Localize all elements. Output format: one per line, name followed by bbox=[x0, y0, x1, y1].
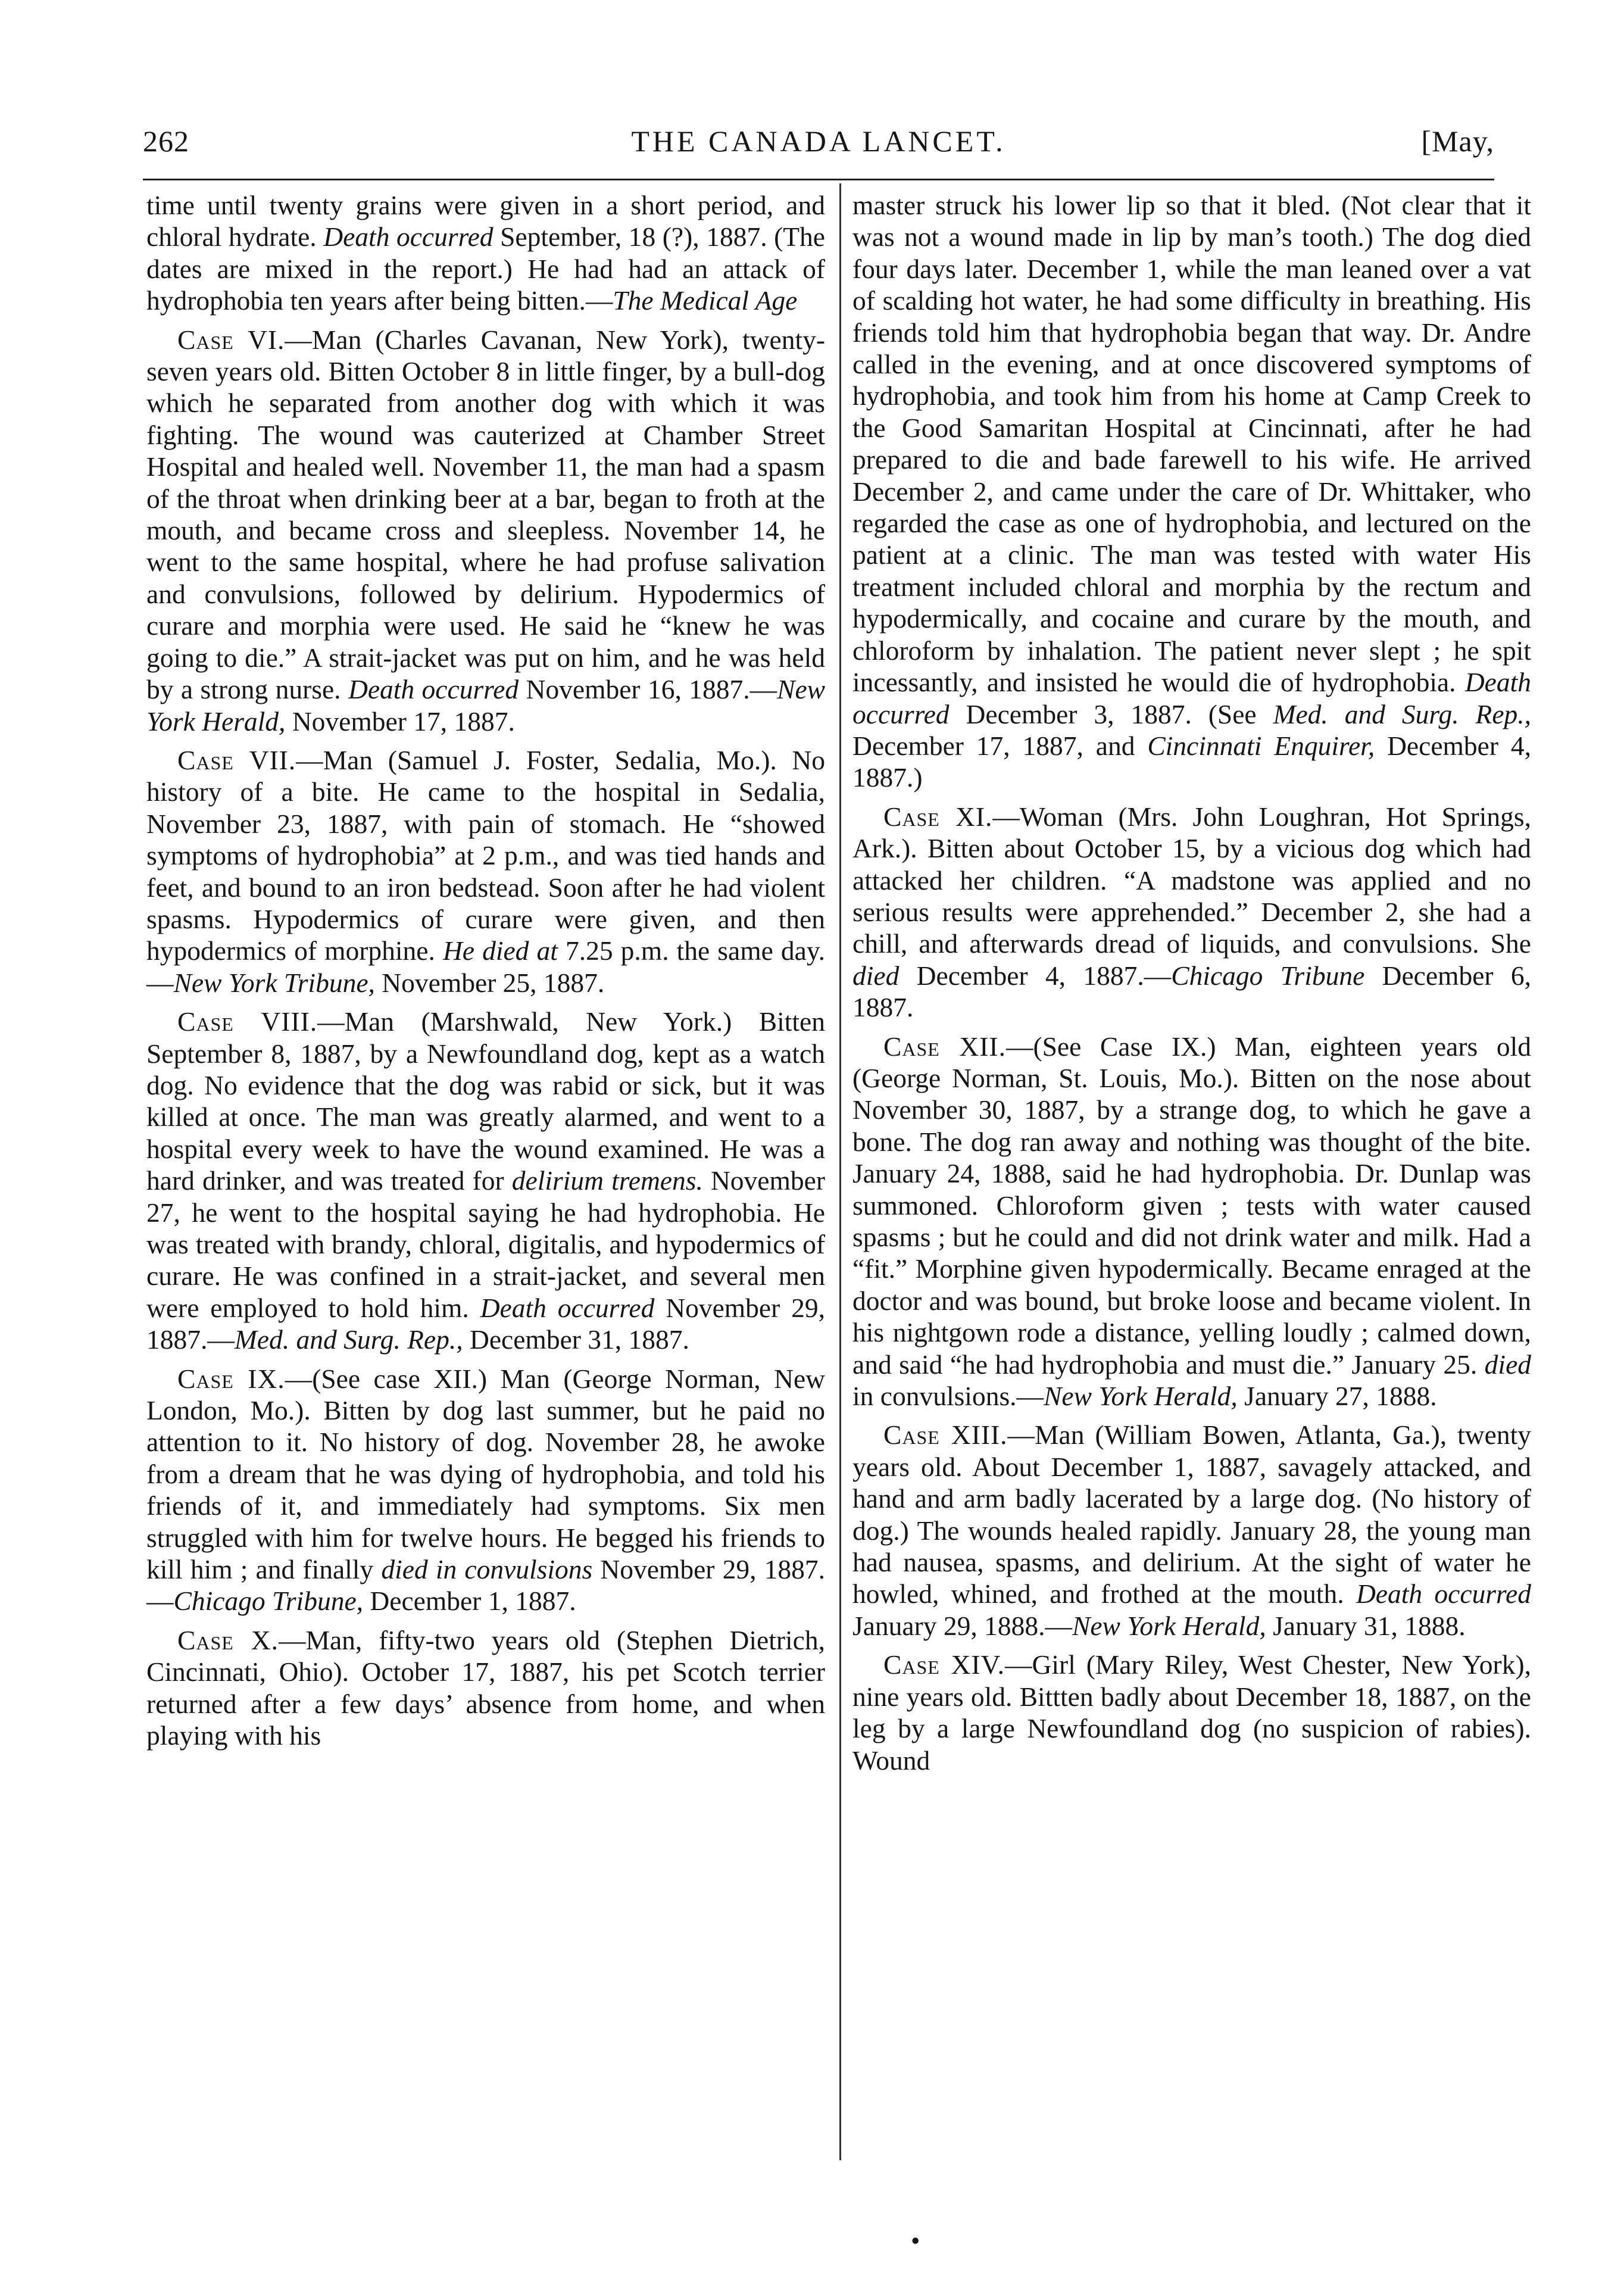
case-x-continued: master struck his lower lip so that it bled. (Not clear that it was not a wound made in lip by man’s tooth.) The dog died four days later. December 1, while the man leaned over a vat of scalding hot water, he had some difficulty in breathing. His friends told him that hydrophobia began that way. Dr. Andre called in the evening, and at once discovered symptoms of hydrophobia, and took him from his home at Camp Creek to the Good Samaritan Hospital at Cincinnati, after he had prepared to die and bade farewell to his wife. He arrived December 2, and came under the care of Dr. Whittaker, who regarded the case as one of hydrophobia, and lectured on the patient at a clinic. The man was tested with water His treatment included chloral and morphia by the rectum and hypodermically, and cocaine and curare by the mouth, and chloroform by inhalation. The patient never slept ; he spit incessantly, and insisted he would die of hydrophobia. Death occurred December 3, 1887. (See Med. and Surg. Rep., December 17, 1887, and Cincinnati Enquirer, December 4, 1887.) bbox=[852, 190, 1532, 793]
case-ix: Case IX.—(See case XII.) Man (George Norman, New London, Mo.). Bitten by dog last summer, but he paid no attention to it. No history of dog. November 28, he awoke from a dream that he was dying of hydrophobia, and told his friends of it, and immediately had symptoms. Six men struggled with him for twelve hours. He begged his friends to kill him ; and finally died in convulsions November 29, 1887.—Chicago Tribune, December 1, 1887. bbox=[146, 1363, 825, 1617]
case-label: Case VIII. bbox=[177, 1006, 318, 1037]
paragraph-continued: time until twenty grains were given in a short period, and chloral hydrate. Death occurred September, 18 (?), 1887. (The dates are mixed in the report.) He had had an attack of hydrophobia ten years after being bitten.—The Medical Age bbox=[146, 190, 826, 316]
case-label: Case IX. bbox=[177, 1363, 285, 1394]
case-label: Case X. bbox=[177, 1624, 279, 1655]
column-divider bbox=[839, 183, 841, 2160]
header-rule bbox=[143, 179, 1494, 180]
case-label: Case XIV. bbox=[883, 1649, 1005, 1680]
case-label: Case XI. bbox=[883, 801, 993, 832]
page-number: 262 bbox=[143, 124, 189, 158]
case-vii: Case VII.—Man (Samuel J. Foster, Sedalia, Mo.). No history of a bite. He came to the hospital in Sedalia, November 23, 1887, with pain of stomach. He “showed symptoms of hydrophobia” at 2 p.m., and was tied hands and feet, and bound to an iron bedstead. Soon after he had violent spasms. Hypodermics of curare were given, and then hypodermics of morphine. He died at 7.25 p.m. the same day. —New York Tribune, November 25, 1887. bbox=[146, 744, 825, 998]
case-xii: Case XII.—(See Case IX.) Man, eighteen years old (George Norman, St. Louis, Mo.). Bitten on the nose about November 30, 1887, by a strange dog, to which he gave a bone. The dog ran away and nothing was thought of the bite. January 24, 1888, said he had hydrophobia. Dr. Dunlap was summoned. Chloroform given ; tests with water caused spasms ; but he could and did not drink water and milk. Had a “fit.” Morphine given hypodermically. Became enraged at the doctor and was bound, but broke loose and became violent. In his nightgown rode a distance, yelling loudly ; calmed down, and said “he had hydrophobia and must die.” January 25. died in convulsions.—New York Herald, January 27, 1888. bbox=[852, 1031, 1532, 1412]
left-column bbox=[146, 189, 825, 1759]
case-label: Case VI. bbox=[177, 324, 285, 355]
case-xi: Case XI.—Woman (Mrs. John Loughran, Hot Springs, Ark.). Bitten about October 15, by a vicious dog which had attacked her children. “A madstone was applied and no serious results were apprehended.” December 2, she had a chill, and afterwards dread of liquids, and convulsions. She died December 4, 1887.—Chicago Tribune December 6, 1887. bbox=[852, 801, 1531, 1023]
page-header bbox=[143, 124, 1494, 171]
case-vi: Case VI.—Man (Charles Cavanan, New York), twenty-seven years old. Bitten October 8 in little finger, by a bull-dog which he separated from another dog with which it was fighting. The wound was cauterized at Chamber Street Hospital and healed well. November 11, the man had a spasm of the throat when drinking beer at a bar, began to froth at the mouth, and became cross and sleepless. November 14, he went to the same hospital, where he had profuse salivation and convulsions, followed by delirium. Hypodermics of curare and morphia were used. He said he “knew he was going to die.” A strait-jacket was put on him, and he was held by a strong nurse. Death occurred November 16, 1887.—New York Herald, November 17, 1887. bbox=[146, 324, 826, 737]
right-column bbox=[852, 189, 1531, 1783]
case-xiv: Case XIV.—Girl (Mary Riley, West Chester, New York), nine years old. Bittten badly about December 18, 1887, on the leg by a large Newfoundland dog (no suspicion of rabies). Wound bbox=[852, 1649, 1531, 1776]
case-label: Case VII. bbox=[177, 744, 296, 775]
case-label: Case XII. bbox=[883, 1031, 1006, 1062]
case-viii: Case VIII.—Man (Marshwald, New York.) Bitten September 8, 1887, by a Newfoundland dog, kept as a watch dog. No evidence that the dog was rabid or sick, but it was killed at once. The man was greatly alarmed, and went to a hospital every week to have the wound examined. He was a hard drinker, and was treated for delirium tremens. November 27, he went to the hospital saying he had hydrophobia. He was treated with brandy, chloral, digitalis, and hypodermics of curare. He was confined in a strait-jacket, and several men were employed to hold him. Death occurred November 29, 1887.—Med. and Surg. Rep., December 31, 1887. bbox=[146, 1006, 826, 1355]
running-head: [May, bbox=[1421, 124, 1494, 158]
case-xiii: Case XIII.—Man (William Bowen, Atlanta, Ga.), twenty years old. About December 1, 1887, savagely attacked, and hand and arm badly lacerated by a large dog. (No history of dog.) The wounds healed rapidly. January 28, the young man had nausea, spasms, and delirium. At the sight of water he howled, whined, and frothed at the mouth. Death occurred January 29, 1888.—New York Herald, January 31, 1888. bbox=[852, 1420, 1531, 1641]
bottom-mark: • bbox=[911, 2226, 920, 2256]
journal-title: THE CANADA LANCET. bbox=[631, 124, 1006, 158]
case-x: Case X.—Man, fifty-two years old (Stephen Dietrich, Cincinnati, Ohio). October 17, 1887, his pet Scotch terrier returned after a few days’ absence from home, and when playing with his bbox=[146, 1624, 826, 1751]
case-label: Case XIII. bbox=[883, 1420, 1008, 1450]
